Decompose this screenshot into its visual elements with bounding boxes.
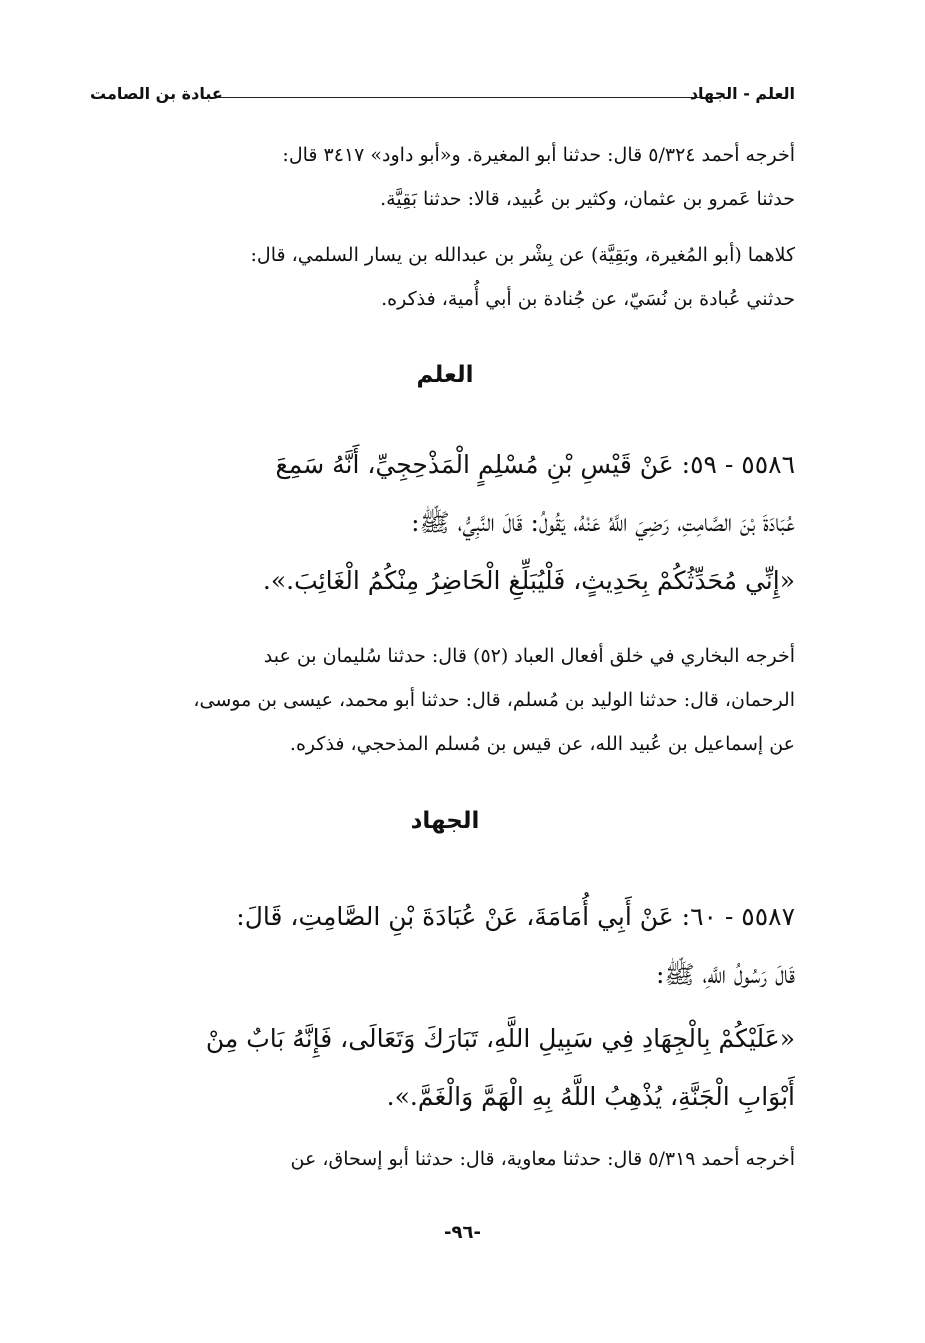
takhrij-paragraph-1 <box>95 133 795 221</box>
hadith-line: قَالَ رَسُولُ اللَّهِ، ﷺ: <box>655 960 795 989</box>
header-narrator-name: عبادة بن الصامت <box>90 84 223 103</box>
hadith-line: أَبْوَابِ الْجَنَّةِ، يُذْهِبُ اللَّهُ بِهِ الْهَمَّ وَالْغَمَّ.». <box>386 1082 795 1111</box>
takhrij-paragraph-3 <box>95 634 795 766</box>
text-line: أخرجه البخاري في خلق أفعال العباد (٥٢) قال: حدثنا سُليمان بن عبد <box>263 645 795 667</box>
hadith-line: عُبَادَةَ بْنَ الصَّامِتِ، رَضِيَ اللَّهُ عَنْهُ، يَقُولُ: قَالَ النَّبِيُّ، ﷺ: <box>411 508 795 537</box>
running-header <box>90 84 795 108</box>
text-line: الرحمان، قال: حدثنا الوليد بن مُسلم، قال: حدثنا أبو محمد، عيسى بن موسى، <box>193 689 795 711</box>
hadith-5587-isnad <box>95 888 795 1004</box>
text-line: حدثني عُبادة بن نُسَيّ، عن جُنادة بن أبي أُمية، فذكره. <box>381 288 795 310</box>
hadith-line: ٥٥٨٧ - ٦٠: عَنْ أَبِي أُمَامَةَ، عَنْ عُبَادَةَ بْنِ الصَّامِتِ، قَالَ: <box>236 902 795 931</box>
section-heading-knowledge: العلم <box>416 362 474 388</box>
section-heading-jihad: الجهاد <box>410 808 480 834</box>
hadith-line: ٥٥٨٦ - ٥٩: عَنْ قَيْسِ بْنِ مُسْلِمٍ الْمَذْحِجِيِّ، أَنَّهُ سَمِعَ <box>275 450 795 479</box>
header-chapter-title: العلم - الجهاد <box>689 84 795 103</box>
hadith-5587-matn <box>95 1010 795 1126</box>
hadith-line: «إِنِّي مُحَدِّثُكُمْ بِحَدِيثٍ، فَلْيُبَلِّغِ الْحَاضِرُ مِنْكُمُ الْغَائِبَ.». <box>262 566 795 595</box>
hadith-line: «عَلَيْكُمْ بِالْجِهَادِ فِي سَبِيلِ اللَّهِ، تَبَارَكَ وَتَعَالَى، فَإِنَّهُ بَابٌ مِنْ <box>205 1024 795 1053</box>
text-line: عن إسماعيل بن عُبيد الله، عن قيس بن مُسلم المذحجي، فذكره. <box>289 733 795 755</box>
hadith-5586 <box>95 436 795 610</box>
header-rule <box>208 97 701 98</box>
text-line: كلاهما (أبو المُغيرة، وبَقِيَّة) عن بِشْر بن عبدالله بن يسار السلمي، قال: <box>250 244 795 266</box>
takhrij-paragraph-2 <box>95 233 795 321</box>
page-number: -٩٦- <box>444 1222 481 1243</box>
text-line: أخرجه أحمد ٥/٣٢٤ قال: حدثنا أبو المغيرة. و«أبو داود» ٣٤١٧ قال: <box>282 144 795 166</box>
text-line: حدثنا عَمرو بن عثمان، وكثير بن عُبيد، قالا: حدثنا بَقِيَّة. <box>380 188 795 210</box>
takhrij-paragraph-4 <box>95 1137 795 1181</box>
text-line: أخرجه أحمد ٥/٣١٩ قال: حدثنا معاوية، قال: حدثنا أبو إسحاق، عن <box>290 1148 795 1170</box>
